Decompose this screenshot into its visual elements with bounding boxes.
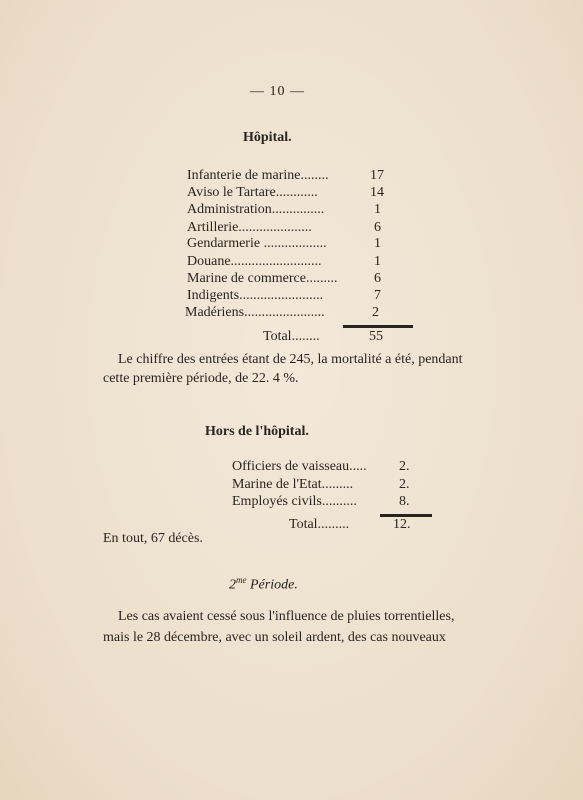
total-rule: [343, 325, 413, 328]
row-label: Administration...............: [187, 202, 325, 217]
row-value: 2: [372, 305, 379, 320]
total-value: 55: [369, 329, 383, 344]
table-row: [232, 494, 422, 512]
row-label: Gendarmerie ..................: [187, 236, 327, 251]
row-value: 1: [374, 254, 381, 269]
closing-paragraph-line: Les cas avaient cessé sous l'influence de pluies torrentielles,: [118, 609, 455, 624]
total-value: 12.: [393, 517, 411, 532]
table-row: [187, 185, 387, 203]
total-row: [263, 329, 393, 347]
row-value: 2.: [399, 459, 410, 474]
row-value: 2.: [399, 477, 410, 492]
row-value: 7: [374, 288, 381, 303]
period-superscript: me: [236, 575, 247, 585]
page-number: — 10 —: [250, 84, 305, 99]
row-label: Officiers de vaisseau.....: [232, 459, 367, 474]
row-value: 14: [370, 185, 384, 200]
mortality-paragraph-line: cette première période, de 22. 4 %.: [103, 371, 299, 386]
period-heading: [229, 575, 298, 594]
total-label: Total.........: [289, 517, 350, 532]
row-value: 6: [374, 271, 381, 286]
row-label: Douane..........................: [187, 254, 322, 269]
closing-paragraph-line: mais le 28 décembre, avec un soleil ardent, des cas nouveaux: [103, 630, 446, 645]
row-label: Marine de commerce.........: [187, 271, 338, 286]
period-number: 2: [229, 577, 236, 593]
outside-heading: Hors de l'hôpital.: [205, 424, 309, 439]
mortality-paragraph-line: Le chiffre des entrées étant de 245, la mortalité a été, pendant: [118, 352, 463, 367]
table-row: [187, 236, 387, 254]
table-row: [185, 305, 385, 323]
row-value: 17: [370, 168, 384, 183]
total-row: [289, 517, 419, 535]
table-row: [232, 477, 422, 495]
row-label: Artillerie.....................: [187, 220, 312, 235]
row-value: 6: [374, 220, 381, 235]
row-value: 8.: [399, 494, 410, 509]
table-row: [187, 168, 387, 186]
table-row: [187, 202, 387, 220]
row-label: Aviso le Tartare............: [187, 185, 318, 200]
row-value: 1: [374, 202, 381, 217]
row-label: Infanterie de marine........: [187, 168, 329, 183]
row-label: Marine de l'Etat.........: [232, 477, 354, 492]
period-word: Période.: [250, 577, 298, 593]
row-value: 1: [374, 236, 381, 251]
row-label: Indigents........................: [187, 288, 324, 303]
total-deaths-summary: En tout, 67 décès.: [103, 531, 203, 546]
table-row: [187, 288, 387, 306]
table-row: [187, 254, 387, 272]
total-label: Total........: [263, 329, 320, 344]
row-label: Madériens.......................: [185, 305, 325, 320]
row-label: Employés civils..........: [232, 494, 357, 509]
hospital-heading: Hôpital.: [243, 130, 292, 145]
table-row: [232, 459, 422, 477]
table-row: [187, 271, 387, 289]
